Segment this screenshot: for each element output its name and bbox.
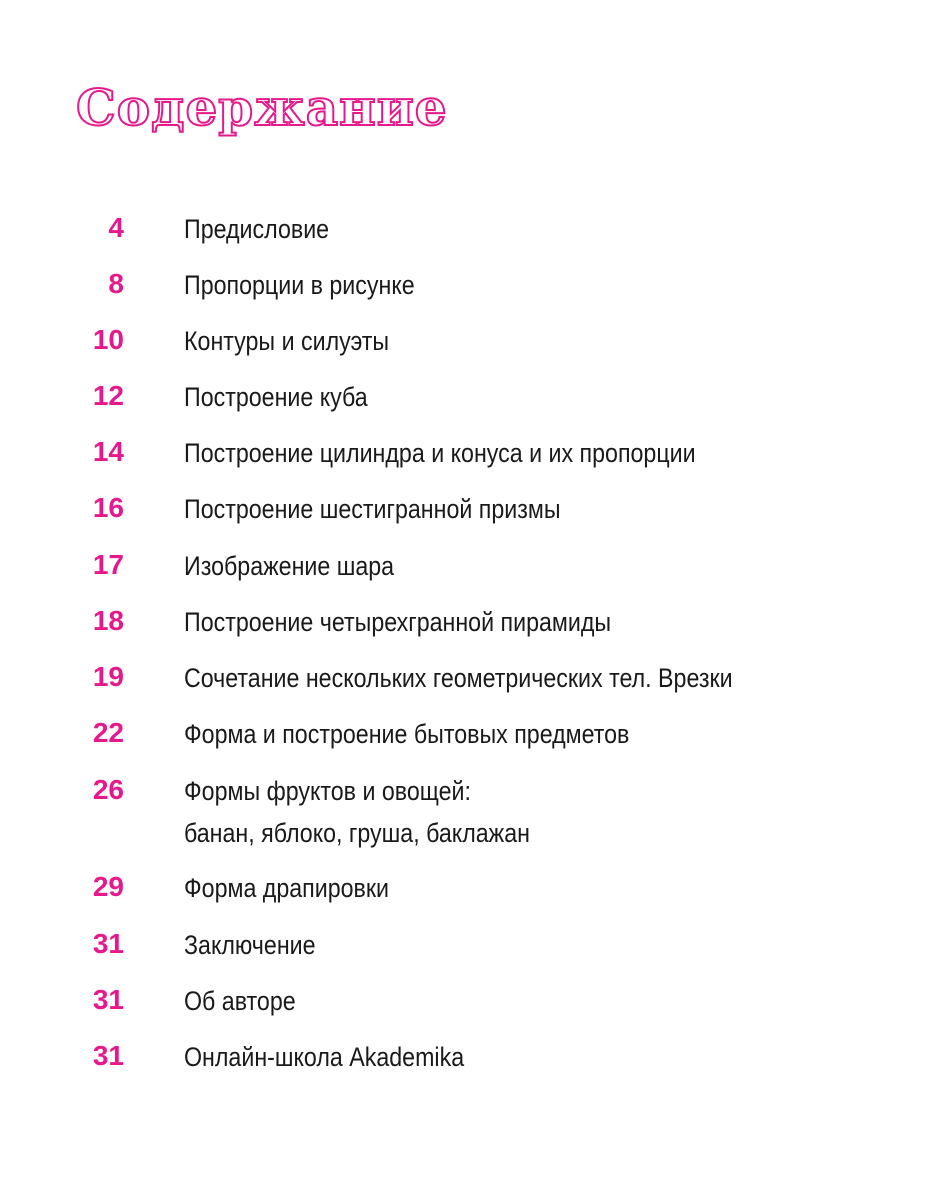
toc-entry-title: Предисловие	[184, 214, 330, 244]
toc-page-number: 31	[92, 1040, 124, 1071]
toc-page-number: 16	[92, 492, 124, 523]
toc-page-number: 29	[92, 871, 124, 902]
toc-page-number: 4	[108, 212, 124, 243]
toc-page-number: 14	[92, 436, 124, 467]
toc-page-number: 26	[92, 774, 124, 805]
toc-page-number: 18	[92, 605, 124, 636]
toc-page-number: 31	[92, 928, 124, 959]
toc-page-number: 10	[92, 324, 124, 355]
toc-entry-title: Форма и построение бытовых предметов	[184, 719, 630, 749]
toc-entry-title: Формы фруктов и овощей:	[184, 776, 471, 806]
toc-entry-title: Пропорции в рисунке	[184, 270, 415, 300]
toc-entry-title: Построение шестигранной призмы	[184, 494, 561, 524]
toc-entry-title-continued: банан, яблоко, груша, баклажан	[184, 818, 530, 848]
toc-entry-title: Построение цилиндра и конуса и их пропорции	[184, 438, 696, 468]
page-title: Содержание	[76, 78, 448, 137]
toc-entry-title: Построение куба	[184, 382, 368, 412]
toc-entry-title: Заключение	[184, 930, 316, 960]
toc-entry-title: Форма драпировки	[184, 873, 390, 903]
toc-entry-title: Об авторе	[184, 986, 296, 1016]
toc-page-number: 31	[92, 984, 124, 1015]
toc-page-number: 19	[92, 661, 124, 692]
toc-entry-title: Онлайн-школа Akademika	[184, 1042, 465, 1072]
toc-entry-title: Сочетание нескольких геометрических тел. Врезки	[184, 663, 733, 693]
toc-entry-title: Построение четырехгранной пирамиды	[184, 607, 612, 637]
toc-page-number: 8	[108, 268, 124, 299]
toc-entry-title: Контуры и силуэты	[184, 326, 390, 356]
toc-page-number: 22	[92, 717, 124, 748]
toc-page-number: 12	[92, 380, 124, 411]
toc-entry-title: Изображение шара	[184, 551, 395, 581]
toc-page-number: 17	[92, 549, 124, 580]
